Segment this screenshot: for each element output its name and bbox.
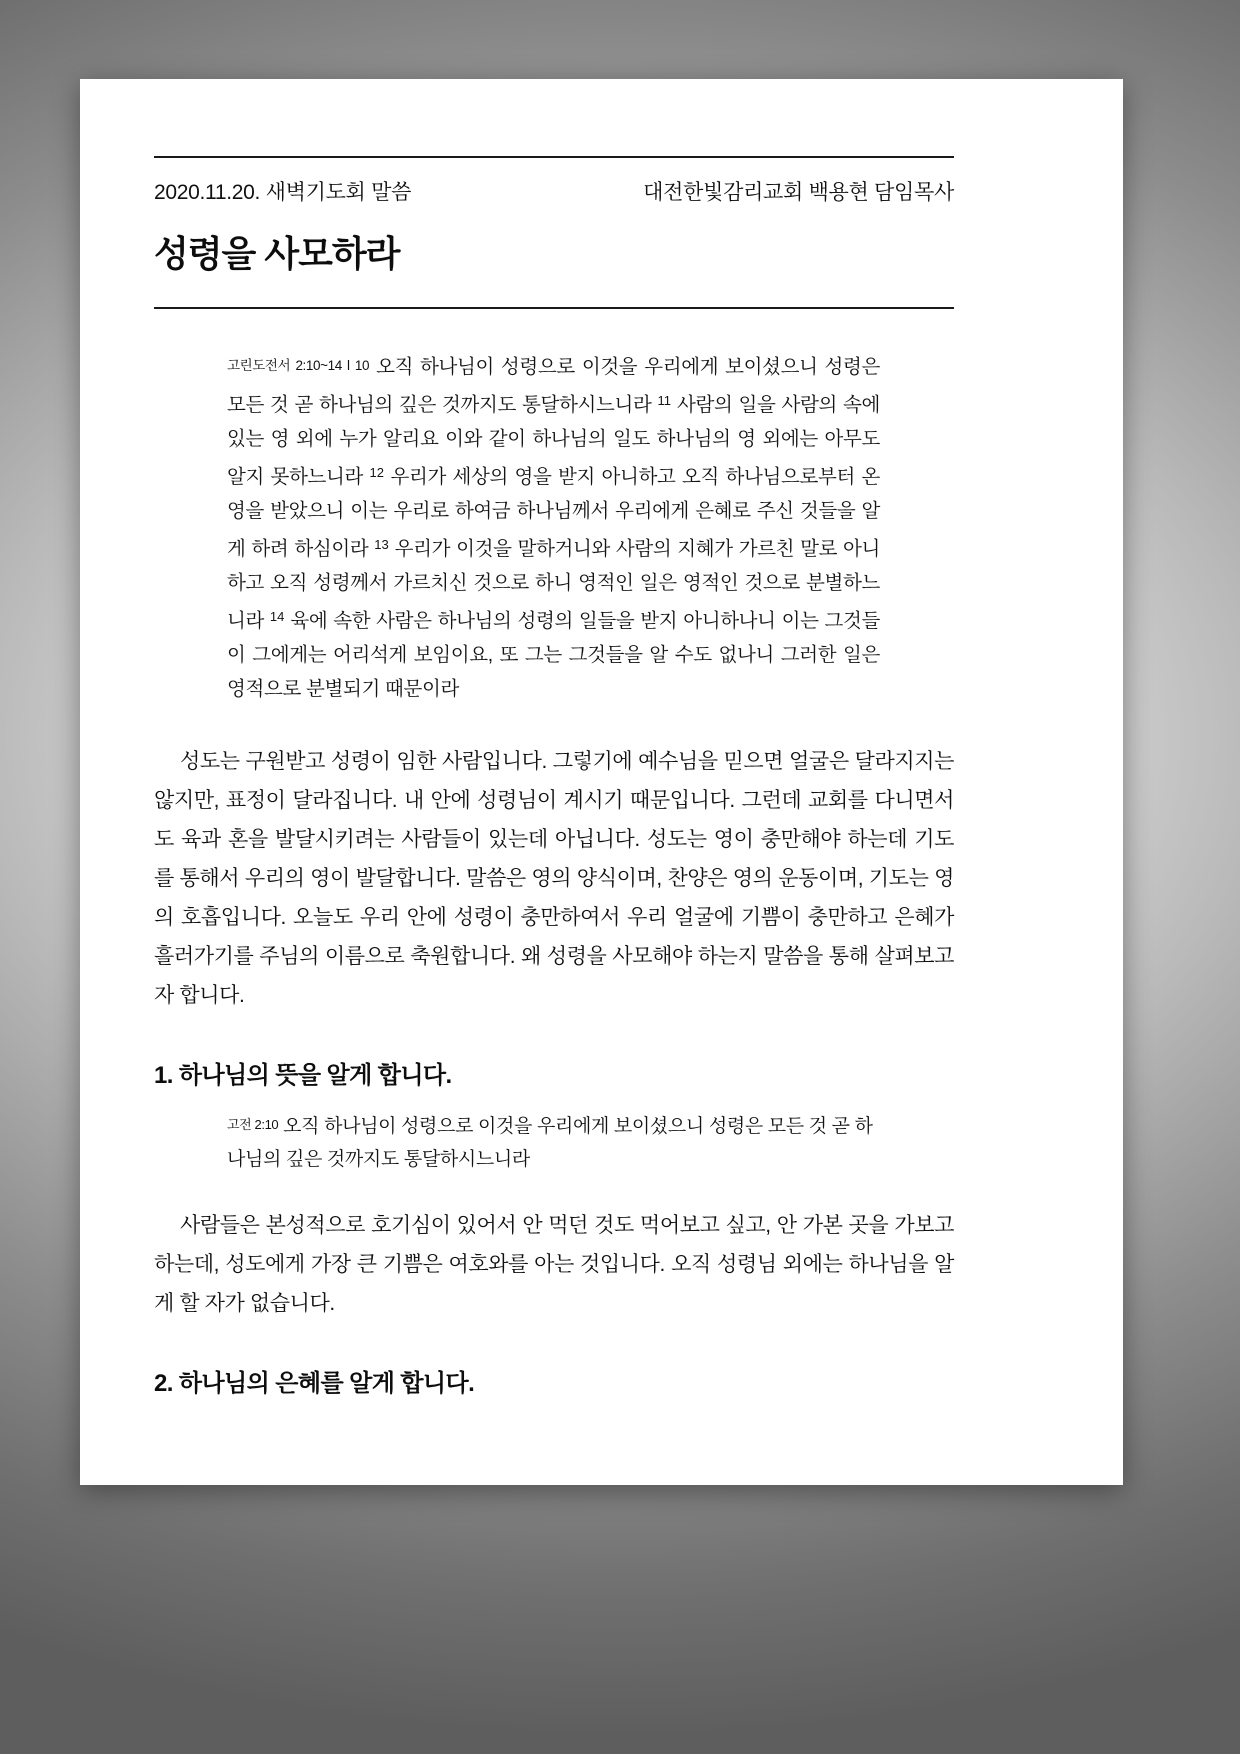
- verse-number-11: 11: [657, 393, 671, 408]
- main-scripture-text-1: 오직 하나님이 성령으로 이것을 우리에게 보이셨으니 성령은 모든 것 곧 하나님의 깊은 것까지도 통달하시느니라: [227, 356, 881, 416]
- verse-number-12: 12: [369, 465, 384, 480]
- intro-paragraph: 성도는 구원받고 성령이 임한 사람입니다. 그렇기에 예수님을 믿으면 얼굴은 달라지지는 않지만, 표정이 달라집니다. 내 안에 성령님이 계시기 때문입니다. 그런데 교회를 다니면서도 육과 혼을 발달시키려는 사람들이 있는데 아닙니다. 성도는 영이 충만해야 하는데 기도를 통해서 우리의 영이 발달합니다. 말씀은 영의 양식이며, 찬양은 영의 운동이며, 기도는 영의 호흡입니다. 오늘도 우리 안에 성령이 충만하여서 우리 얼굴에 기쁨이 충만하고 은혜가 흘러가기를 주님의 이름으로 축원합니다. 왜 성령을 사모해야 하는지 말씀을 통해 살펴보고자 합니다.: [154, 750, 954, 1007]
- section-1-scripture-reference: 고전 2:10: [227, 1117, 279, 1132]
- document-content: [154, 79, 954, 1398]
- section-1-scripture-text: 오직 하나님이 성령으로 이것을 우리에게 보이셨으니 성령은 모든 것 곧 하나님의 깊은 것까지도 통달하시느니라: [227, 1116, 873, 1170]
- document-page: [80, 79, 1123, 1485]
- church-author-label: 대전한빛감리교회 백용현 담임목사: [643, 181, 954, 204]
- header-top-divider: [154, 156, 954, 158]
- section-1-paragraph: 사람들은 본성적으로 호기심이 있어서 안 먹던 것도 먹어보고 싶고, 안 가본 곳을 가보고 하는데, 성도에게 가장 큰 기쁨은 여호와를 아는 것입니다. 오직 성령님 외에는 하나님을 알게 할 자가 없습니다.: [154, 1214, 954, 1315]
- verse-number-13: 13: [374, 537, 389, 552]
- main-scripture-text-4: 우리가 이것을 말하거니와 사람의 지혜가 가르친 말로 아니하고 오직 성령께서 가르치신 것으로 하니 영적인 일은 영적인 것으로 분별하느니라: [227, 538, 880, 632]
- section-heading-1: 1. 하나님의 뜻을 알게 합니다.: [154, 1062, 452, 1089]
- sermon-date-label: 2020.11.20. 새벽기도회 말씀: [154, 181, 412, 204]
- document-meta-row: [154, 176, 954, 206]
- main-scripture-text-2: 사람의 일을 사람의 속에 있는 영 외에 누가 알리요 이와 같이 하나님의 일도 하나님의 영 외에는 아무도 알지 못하느니라: [227, 394, 880, 488]
- header-bottom-divider: [154, 307, 954, 309]
- main-scripture-text-3: 우리가 세상의 영을 받지 아니하고 오직 하나님으로부터 온 영을 받았으니 이는 우리로 하여금 하나님께서 우리에게 은혜로 주신 것들을 알게 하려 하심이라: [227, 466, 880, 560]
- document-page-shadow: [80, 79, 1123, 1485]
- main-scripture-block: [227, 349, 880, 706]
- verse-number-14: 14: [269, 609, 285, 624]
- main-scripture-text-5: 육에 속한 사람은 하나님의 성령의 일들을 받지 아니하나니 이는 그것들이 그에게는 어리석게 보임이요, 또 그는 그것들을 알 수도 없나니 그러한 일은 영적으로 분별되기 때문이라: [227, 610, 880, 700]
- section-heading-2: 2. 하나님의 은혜를 알게 합니다.: [154, 1370, 475, 1397]
- page-title: 성령을 사모하라: [154, 233, 400, 274]
- main-scripture-reference: 고린도전서 2:10~14 l 10: [227, 358, 370, 373]
- section-1-scripture: [227, 1108, 880, 1176]
